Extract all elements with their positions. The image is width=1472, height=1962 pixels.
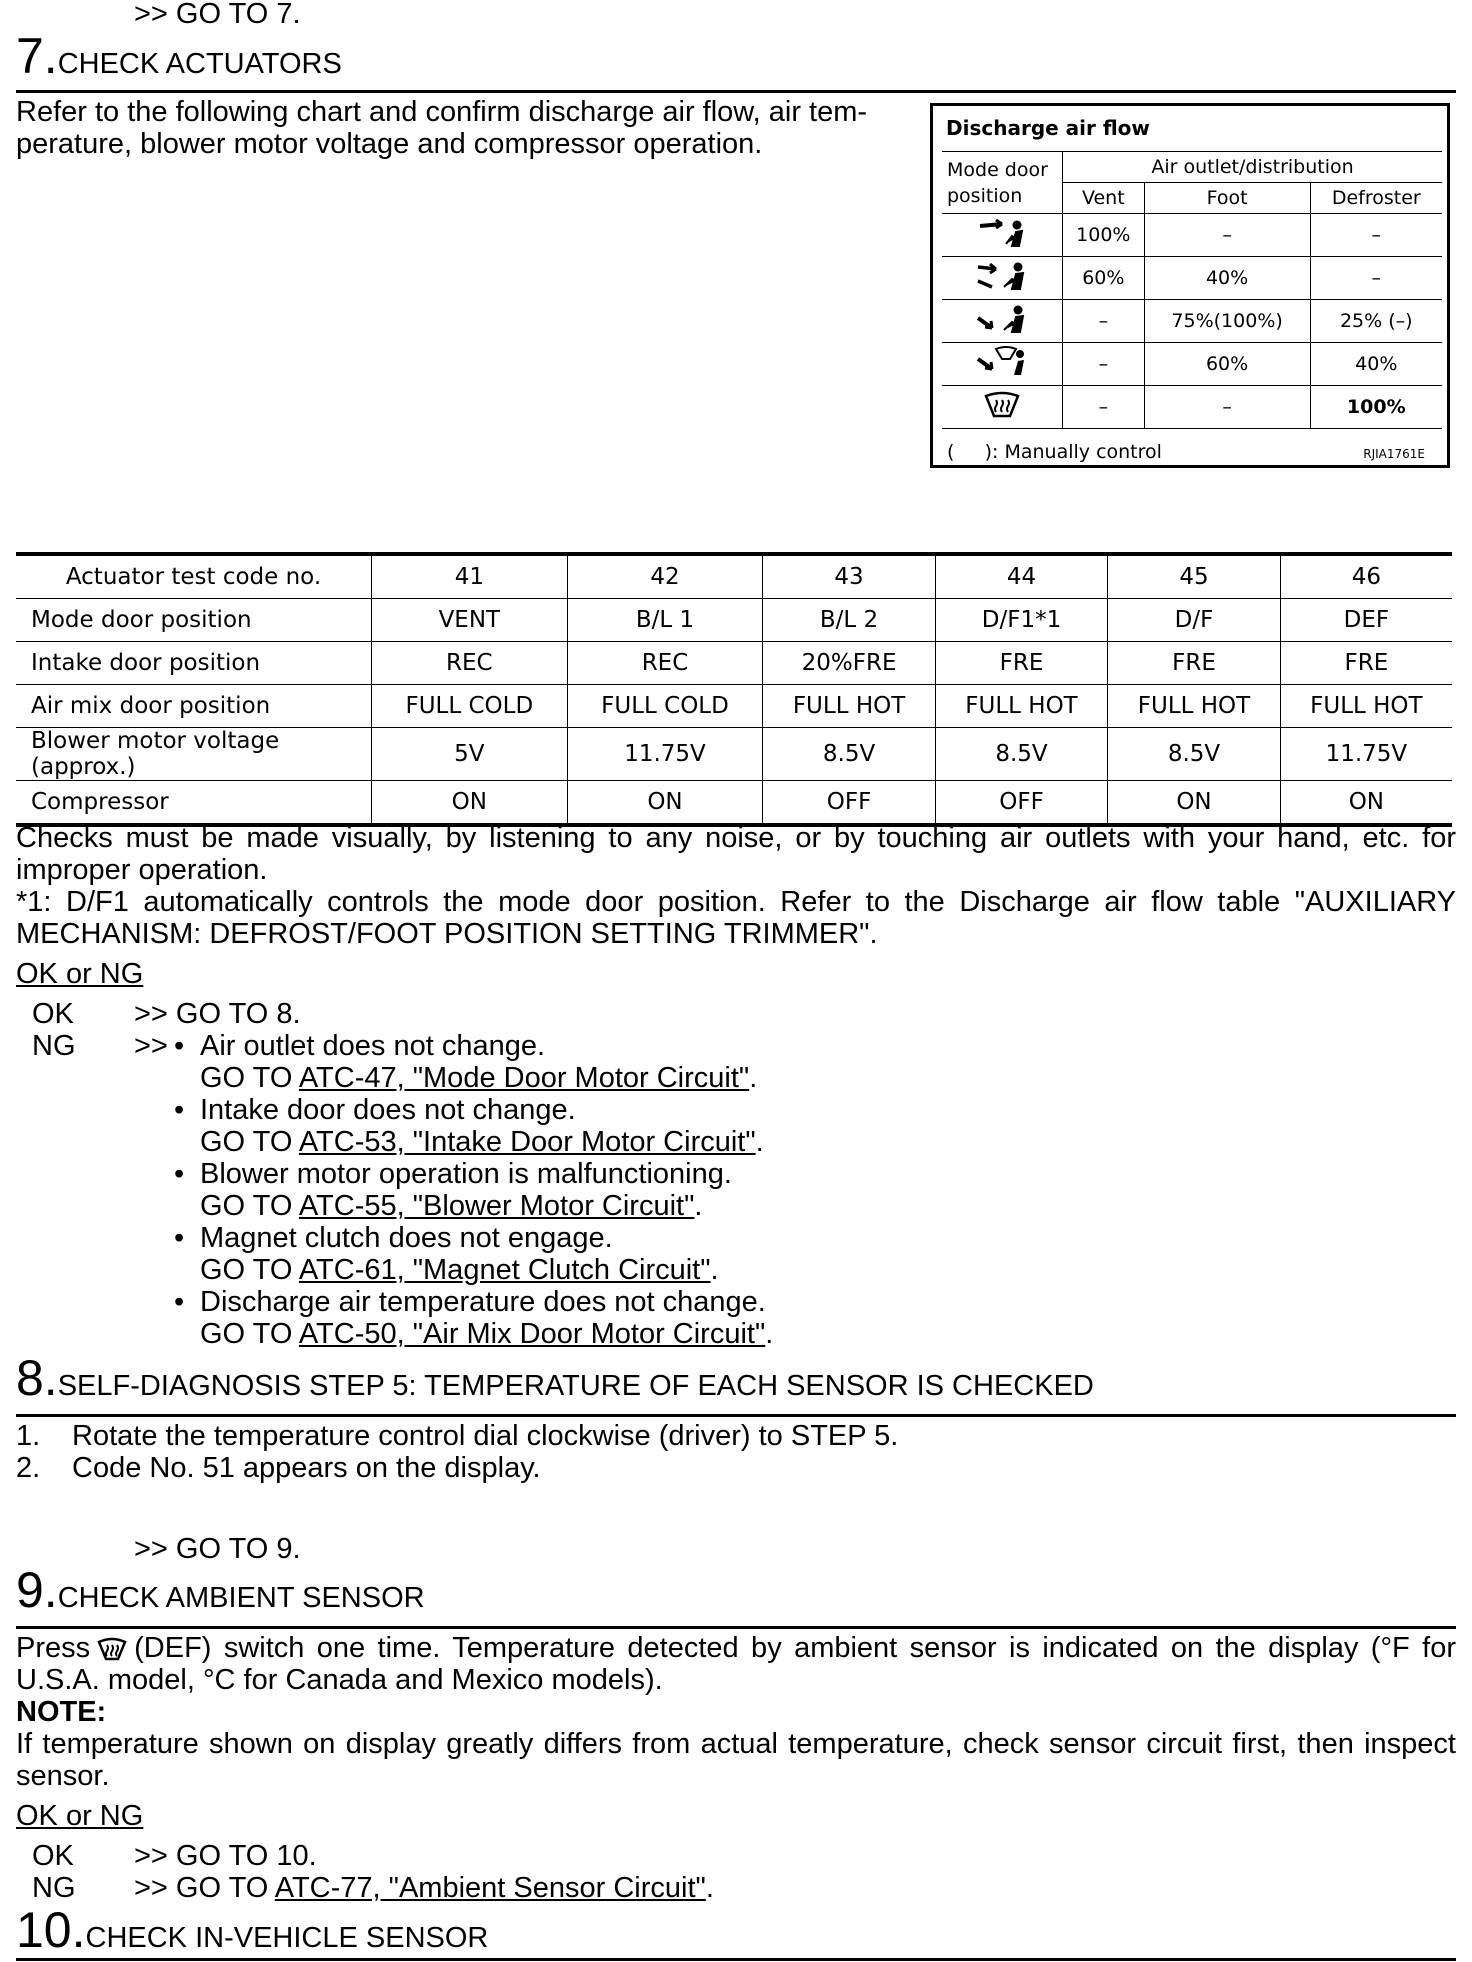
table-cell: FULL COLD <box>372 685 568 728</box>
discharge-air-flow-figure <box>930 103 1450 468</box>
step-number: 7. <box>16 28 58 84</box>
cell-defroster: 100% <box>1310 386 1442 429</box>
table-cell: REC <box>567 642 763 685</box>
table-cell: FULL HOT <box>763 685 935 728</box>
table-row <box>16 728 1452 781</box>
step-number: 10. <box>16 1902 86 1958</box>
table-cell: FRE <box>1108 642 1280 685</box>
cell-foot: – <box>1144 386 1310 429</box>
code-cell: 41 <box>372 554 568 599</box>
ng-item-text: Air outlet does not change. <box>200 1030 546 1062</box>
step-title: CHECK IN-VEHICLE SENSOR <box>85 1922 489 1954</box>
vent-mode-icon <box>942 214 1063 257</box>
table-row <box>16 685 1452 728</box>
step-7-heading <box>16 30 342 82</box>
cell-foot: 75%(100%) <box>1144 300 1310 343</box>
table-cell: FULL HOT <box>1280 685 1452 728</box>
divider <box>16 90 1456 93</box>
table-cell: 20%FRE <box>763 642 935 685</box>
press-def-line-2: U.S.A. model, °C for Canada and Mexico models). <box>16 1664 663 1696</box>
ok-result: >> GO TO 8. <box>134 998 301 1030</box>
table-cell: 8.5V <box>763 728 935 781</box>
cell-defroster: – <box>1310 214 1442 257</box>
checks-line-2: improper operation. <box>16 854 268 886</box>
column-header-foot: Foot <box>1144 183 1310 214</box>
goto-prefix: GO TO <box>200 1062 299 1094</box>
foot-mode-icon <box>942 300 1063 343</box>
code-cell: 43 <box>763 554 935 599</box>
table-row <box>16 781 1452 826</box>
cell-foot: 60% <box>1144 343 1310 386</box>
mode-header-line-2: position <box>947 184 1023 207</box>
table-cell: FRE <box>935 642 1107 685</box>
press-word: Press <box>16 1632 91 1664</box>
table-cell: FRE <box>1280 642 1452 685</box>
blower-motor-circuit-link[interactable]: ATC-55, "Blower Motor Circuit" <box>298 1190 695 1222</box>
step-title: SELF-DIAGNOSIS STEP 5: TEMPERATURE OF EACH SENSOR IS CHECKED <box>57 1370 1094 1402</box>
period: . <box>710 1254 719 1286</box>
checks-line-1: Checks must be made visually, by listening to any noise, or by touching air outlets with your hand, etc. for <box>16 822 1456 854</box>
step-9-heading <box>16 1564 425 1616</box>
ng-item-text: Blower motor operation is malfunctioning. <box>200 1158 732 1190</box>
mode-door-position-header <box>942 152 1063 214</box>
ng-item-goto <box>200 1254 719 1286</box>
mode-door-motor-circuit-link[interactable]: ATC-47, "Mode Door Motor Circuit" <box>298 1062 750 1094</box>
cell-foot: 40% <box>1144 257 1310 300</box>
table-cell: D/F1*1 <box>935 599 1107 642</box>
magnet-clutch-circuit-link[interactable]: ATC-61, "Magnet Clutch Circuit" <box>298 1254 711 1286</box>
bullet: • <box>174 1094 185 1126</box>
table-cell: B/L 2 <box>763 599 935 642</box>
cell-vent: – <box>1063 300 1145 343</box>
divider <box>16 1626 1456 1629</box>
goto-step-9: >> GO TO 9. <box>134 1533 301 1565</box>
footnote-line-1: *1: D/F1 automatically controls the mode door position. Refer to the Discharge air flow table "AUXILIARY <box>16 886 1456 918</box>
ng-result <box>134 1872 714 1904</box>
bi-level-mode-icon <box>942 257 1063 300</box>
foot-defrost-mode-icon <box>942 343 1063 386</box>
table-cell: 8.5V <box>935 728 1107 781</box>
table-cell: FULL COLD <box>567 685 763 728</box>
period: . <box>749 1062 758 1094</box>
row-label: Compressor <box>16 781 372 826</box>
goto-prefix: GO TO <box>200 1318 299 1350</box>
code-cell: 44 <box>935 554 1107 599</box>
defrost-mode-icon <box>942 386 1063 429</box>
table-cell: ON <box>1108 781 1280 826</box>
code-cell: 46 <box>1280 554 1452 599</box>
table-row <box>16 599 1452 642</box>
press-def-rest: (DEF) switch one time. Temperature detected by ambient sensor is indicated on the display (°F for <box>134 1632 1456 1664</box>
ng-label: NG <box>32 1872 76 1904</box>
footnote-line-2: MECHANISM: DEFROST/FOOT POSITION SETTING TRIMMER". <box>16 918 878 950</box>
step-8-heading <box>16 1352 1094 1404</box>
ng-item-text: Discharge air temperature does not change. <box>200 1286 766 1318</box>
goto-prefix: GO TO <box>200 1126 299 1158</box>
row-label: Air mix door position <box>16 685 372 728</box>
step-title: CHECK AMBIENT SENSOR <box>57 1582 425 1614</box>
table-cell: D/F <box>1108 599 1280 642</box>
column-header-defroster: Defroster <box>1310 183 1442 214</box>
step-10-heading <box>16 1904 488 1956</box>
step-8-item-text: Rotate the temperature control dial clockwise (driver) to STEP 5. <box>72 1420 899 1452</box>
ok-or-ng-heading: OK or NG <box>16 1800 144 1832</box>
ng-item-goto <box>200 1062 757 1094</box>
cell-defroster: – <box>1310 257 1442 300</box>
table-cell: B/L 1 <box>567 599 763 642</box>
press-def-line <box>16 1632 1456 1664</box>
ng-arrow: >> <box>134 1030 168 1062</box>
step-number: 8. <box>16 1350 58 1406</box>
cell-vent: – <box>1063 343 1145 386</box>
row-label: Intake door position <box>16 642 372 685</box>
bullet: • <box>174 1030 185 1062</box>
bullet: • <box>174 1286 185 1318</box>
cell-vent: 100% <box>1063 214 1145 257</box>
manual-control-footnote: ( ): Manually control <box>947 441 1162 463</box>
discharge-air-flow-table <box>942 151 1442 429</box>
bullet: • <box>174 1222 185 1254</box>
ng-item-goto <box>200 1318 773 1350</box>
step-8-item-number: 1. <box>16 1420 41 1452</box>
def-switch-icon <box>90 1632 134 1664</box>
ok-label: OK <box>32 1840 74 1872</box>
ok-or-ng-heading: OK or NG <box>16 958 144 990</box>
note-line-1: If temperature shown on display greatly differs from actual temperature, check sensor circuit first, then inspect <box>16 1728 1456 1760</box>
cell-vent: – <box>1063 386 1145 429</box>
period: . <box>765 1318 774 1350</box>
table-cell: REC <box>372 642 568 685</box>
ng-item-goto <box>200 1190 702 1222</box>
ng-item-text: Intake door does not change. <box>200 1094 576 1126</box>
step-number: 9. <box>16 1562 58 1618</box>
step-title: CHECK ACTUATORS <box>57 48 342 80</box>
table-header-row <box>16 554 1452 599</box>
intake-door-motor-circuit-link[interactable]: ATC-53, "Intake Door Motor Circuit" <box>298 1126 756 1158</box>
step-8-item-number: 2. <box>16 1452 41 1484</box>
cell-foot: – <box>1144 214 1310 257</box>
cell-defroster: 25% (–) <box>1310 300 1442 343</box>
table-row <box>16 642 1452 685</box>
air-outlet-distribution-header: Air outlet/distribution <box>1063 152 1443 183</box>
figure-title: Discharge air flow <box>946 116 1150 140</box>
ok-result: >> GO TO 10. <box>134 1840 317 1872</box>
column-header-vent: Vent <box>1063 183 1145 214</box>
table-cell: DEF <box>1280 599 1452 642</box>
cell-defroster: 40% <box>1310 343 1442 386</box>
code-cell: 45 <box>1108 554 1280 599</box>
ng-item-goto <box>200 1126 764 1158</box>
divider <box>16 1414 1456 1417</box>
note-line-2: sensor. <box>16 1760 110 1792</box>
table-cell: OFF <box>763 781 935 826</box>
ng-item-text: Magnet clutch does not engage. <box>200 1222 613 1254</box>
row-label: Blower motor voltage (approx.) <box>16 728 372 781</box>
divider <box>16 1958 1456 1961</box>
step-7-intro-line-1: Refer to the following chart and confirm discharge air flow, air tem- <box>16 96 868 128</box>
bullet: • <box>174 1158 185 1190</box>
table-cell: OFF <box>935 781 1107 826</box>
goto-prefix: GO TO <box>200 1190 299 1222</box>
figure-code: RJIA1761E <box>1363 447 1425 461</box>
table-cell: 11.75V <box>567 728 763 781</box>
air-mix-door-motor-circuit-link[interactable]: ATC-50, "Air Mix Door Motor Circuit" <box>298 1318 766 1350</box>
header-label: Actuator test code no. <box>16 554 372 599</box>
step-7-intro-line-2: perature, blower motor voltage and compressor operation. <box>16 128 763 160</box>
table-cell: ON <box>1280 781 1452 826</box>
row-label: Mode door position <box>16 599 372 642</box>
note-label: NOTE: <box>16 1696 107 1728</box>
ok-label: OK <box>32 998 74 1030</box>
goto-prefix: GO TO <box>200 1254 299 1286</box>
mode-header-line-1: Mode door <box>947 158 1048 181</box>
table-cell: FULL HOT <box>1108 685 1280 728</box>
goto-prefix: >> GO TO <box>134 1872 275 1904</box>
step-8-item-text: Code No. 51 appears on the display. <box>72 1452 541 1484</box>
table-cell: 11.75V <box>1280 728 1452 781</box>
period: . <box>755 1126 764 1158</box>
code-cell: 42 <box>567 554 763 599</box>
actuator-test-table <box>16 552 1452 827</box>
cell-vent: 60% <box>1063 257 1145 300</box>
table-cell: 5V <box>372 728 568 781</box>
table-cell: ON <box>567 781 763 826</box>
table-cell: VENT <box>372 599 568 642</box>
goto-step-7: >> GO TO 7. <box>134 0 301 30</box>
table-cell: ON <box>372 781 568 826</box>
ambient-sensor-circuit-link[interactable]: ATC-77, "Ambient Sensor Circuit" <box>274 1872 706 1904</box>
period: . <box>705 1872 714 1904</box>
table-cell: FULL HOT <box>935 685 1107 728</box>
ng-label: NG <box>32 1030 76 1062</box>
period: . <box>694 1190 703 1222</box>
table-cell: 8.5V <box>1108 728 1280 781</box>
